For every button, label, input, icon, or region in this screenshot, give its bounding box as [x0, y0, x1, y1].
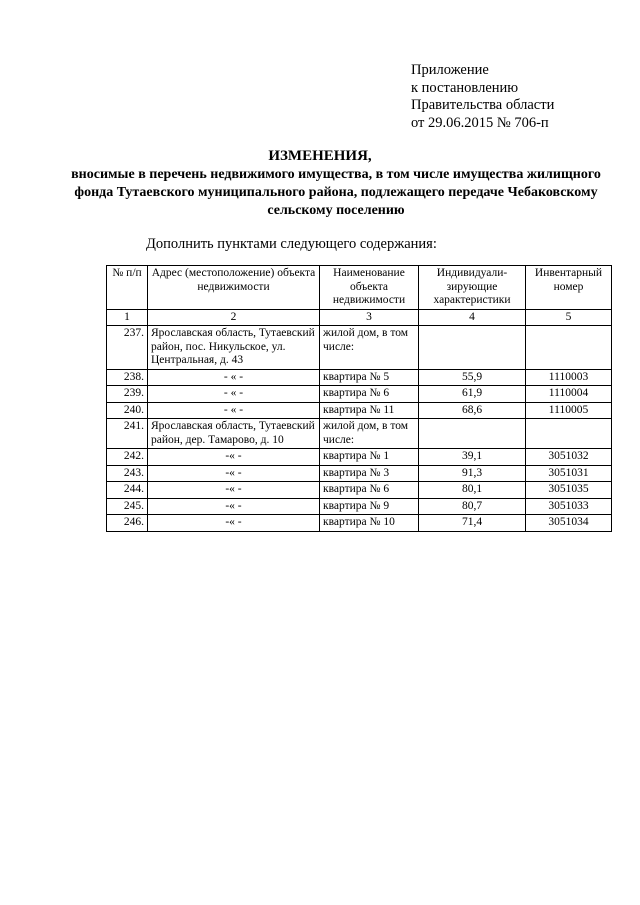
row-number: 238. — [107, 369, 148, 386]
table-row — [107, 386, 612, 403]
row-number: 243. — [107, 465, 148, 482]
table-row — [107, 419, 612, 449]
row-number: 246. — [107, 515, 148, 532]
row-object-name: квартира № 9 — [320, 498, 419, 515]
row-inventory-number — [526, 419, 612, 449]
row-address: -« - — [148, 465, 320, 482]
row-address: -« - — [148, 498, 320, 515]
column-number: 5 — [526, 309, 612, 326]
row-object-name: квартира № 6 — [320, 482, 419, 499]
row-inventory-number: 1110004 — [526, 386, 612, 403]
row-characteristics: 91,3 — [419, 465, 526, 482]
row-address: - « - — [148, 402, 320, 419]
row-address: -« - — [148, 482, 320, 499]
document-subtitle: вносимые в перечень недвижимого имущества, в том числе имущества жилищного фонда Тутаевского муниципального района, подлежащего передаче Чебаковскому сельскому поселению — [71, 167, 601, 218]
row-characteristics: 80,7 — [419, 498, 526, 515]
row-characteristics: 71,4 — [419, 515, 526, 532]
appendix-line: от 29.06.2015 № 706-п — [411, 114, 549, 131]
header-address: Адрес (местоположение) объекта недвижимости — [148, 266, 320, 310]
row-characteristics: 61,9 — [419, 386, 526, 403]
row-object-name: квартира № 1 — [320, 449, 419, 466]
row-number: 239. — [107, 386, 148, 403]
header-name: Наименование объекта недвижимости — [320, 266, 419, 310]
row-object-name: квартира № 10 — [320, 515, 419, 532]
table-row — [107, 369, 612, 386]
header-inventory: Инвентарный номер — [526, 266, 612, 310]
appendix-reference — [411, 62, 554, 132]
row-characteristics: 55,9 — [419, 369, 526, 386]
column-number: 4 — [419, 309, 526, 326]
column-numbering-row — [107, 309, 612, 326]
table-row — [107, 465, 612, 482]
column-number: 1 — [107, 309, 148, 326]
row-address: -« - — [148, 449, 320, 466]
appendix-line: к постановлению — [411, 79, 519, 96]
row-characteristics: 80,1 — [419, 482, 526, 499]
row-number: 244. — [107, 482, 148, 499]
row-object-name: жилой дом, в том числе: — [320, 326, 419, 370]
row-object-name: квартира № 6 — [320, 386, 419, 403]
document-title: ИЗМЕНЕНИЯ, — [268, 148, 372, 164]
row-characteristics: 68,6 — [419, 402, 526, 419]
row-number: 240. — [107, 402, 148, 419]
row-inventory-number: 3051033 — [526, 498, 612, 515]
row-inventory-number: 1110005 — [526, 402, 612, 419]
row-address: -« - — [148, 515, 320, 532]
row-address: - « - — [148, 386, 320, 403]
row-characteristics — [419, 419, 526, 449]
row-number: 242. — [107, 449, 148, 466]
table-row — [107, 326, 612, 370]
table-row — [107, 482, 612, 499]
row-address: Ярославская область, Тутаевский район, пос. Никульское, ул. Центральная, д. 43 — [148, 326, 320, 370]
intro-text: Дополнить пунктами следующего содержания: — [146, 236, 437, 252]
row-address: - « - — [148, 369, 320, 386]
row-number: 237. — [107, 326, 148, 370]
header-number: № п/п — [107, 266, 148, 310]
row-inventory-number: 1110003 — [526, 369, 612, 386]
row-number: 245. — [107, 498, 148, 515]
table-header-row — [107, 266, 612, 310]
column-number: 2 — [148, 309, 320, 326]
row-inventory-number: 3051035 — [526, 482, 612, 499]
row-object-name: жилой дом, в том числе: — [320, 419, 419, 449]
row-characteristics: 39,1 — [419, 449, 526, 466]
table-row — [107, 498, 612, 515]
row-number: 241. — [107, 419, 148, 449]
column-number: 3 — [320, 309, 419, 326]
row-object-name: квартира № 5 — [320, 369, 419, 386]
appendix-line: Приложение — [411, 62, 489, 78]
table-row — [107, 449, 612, 466]
row-inventory-number — [526, 326, 612, 370]
appendix-line: Правительства области — [411, 97, 555, 113]
row-address: Ярославская область, Тутаевский район, дер. Тамарово, д. 10 — [148, 419, 320, 449]
header-characteristics: Индивидуали- зирующие характеристики — [419, 266, 526, 310]
table-row — [107, 402, 612, 419]
row-inventory-number: 3051031 — [526, 465, 612, 482]
row-object-name: квартира № 3 — [320, 465, 419, 482]
row-inventory-number: 3051032 — [526, 449, 612, 466]
row-object-name: квартира № 11 — [320, 402, 419, 419]
row-inventory-number: 3051034 — [526, 515, 612, 532]
row-characteristics — [419, 326, 526, 370]
property-table — [106, 265, 612, 532]
table-row — [107, 515, 612, 532]
